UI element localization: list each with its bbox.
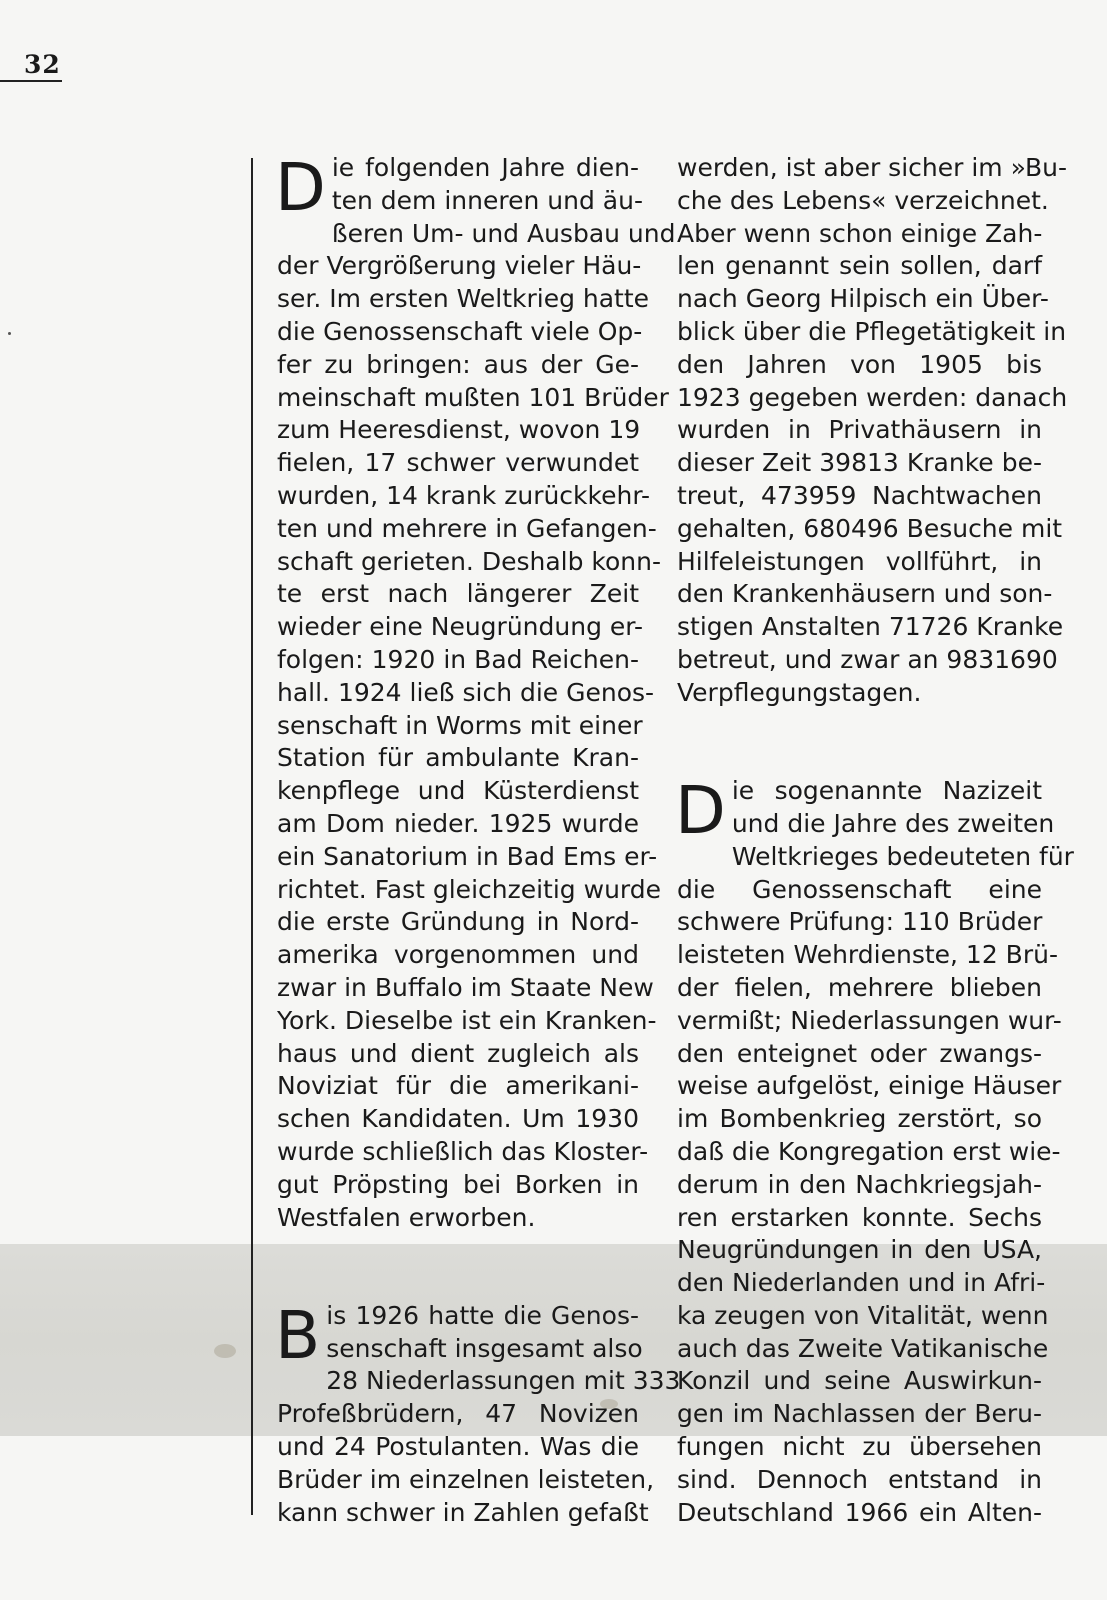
text-line: ren erstarken konnte. Sechs [677,1202,1042,1232]
text-line: ser. Im ersten Weltkrieg hatte [277,284,650,314]
text-line: den Krankenhäusern und son- [677,579,1053,609]
text-line: kann schwer in Zahlen gefaßt [277,1497,649,1527]
text-line: leisteten Wehrdienste, 12 Brü- [677,940,1058,970]
text-line: che des Lebens« verzeichnet. [677,185,1049,215]
paragraph [275,149,676,1234]
text-line: Hilfeleistungen vollführt, in [677,546,1042,576]
text-line: dieser Zeit 39813 Kranke be- [677,448,1042,478]
text-line: hall. 1924 ließ sich die Genos- [277,677,655,707]
text-line: zwar in Buffalo im Staate New [277,972,654,1002]
text-line: 28 Niederlassungen mit 333 [326,1366,681,1396]
left-column [275,149,681,1529]
text-line: senschaft insgesamt also [326,1333,643,1363]
text-line: York. Dieselbe ist ein Kranken- [277,1005,657,1035]
paragraph-gap [277,1234,639,1300]
text-line: der fielen, mehrere blieben [677,972,1042,1002]
right-column [675,152,1074,1529]
text-line: schen Kandidaten. Um 1930 [277,1104,639,1134]
paper-stain [214,1344,236,1358]
text-line: Station für ambulante Kran- [277,743,639,773]
text-line: haus und dient zugleich als [277,1038,639,1068]
drop-cap: B [275,1296,321,1374]
text-line: weise aufgelöst, einige Häuser [677,1071,1062,1101]
text-line: fungen nicht zu übersehen [677,1432,1042,1462]
text-line: den Jahren von 1905 bis [677,349,1042,379]
text-line: is 1926 hatte die Genos- [326,1300,639,1330]
text-line: Profeßbrüdern, 47 Novizen [277,1399,639,1429]
text-line: te erst nach längerer Zeit [277,579,639,609]
text-line: ßeren Um- und Ausbau und [331,218,676,248]
text-line: die erste Gründung in Nord- [277,907,639,937]
text-line: und die Jahre des zweiten [731,808,1055,838]
text-line: ten und mehrere in Gefangen- [277,513,657,543]
text-line: wurden, 14 krank zurückkehr- [277,480,651,510]
text-line: ka zeugen von Vitalität, wenn [677,1300,1049,1330]
text-line: Deutschland 1966 ein Alten- [677,1497,1042,1527]
text-line: folgen: 1920 in Bad Reichen- [277,644,639,674]
text-line: zum Heeresdienst, wovon 19 [277,415,641,445]
text-line: stigen Anstalten 71726 Kranke [677,612,1064,642]
text-line: ie folgenden Jahre dien- [331,153,639,182]
text-line: fer zu bringen: aus der Ge- [277,349,639,379]
text-line: sind. Dennoch entstand in [677,1464,1042,1494]
text-line: fielen, 17 schwer verwundet [277,448,639,478]
text-line: richtet. Fast gleichzeitig wurde [277,874,661,904]
text-line: ten dem inneren und äu- [331,185,643,215]
text-line: und 24 Postulanten. Was die [277,1432,639,1462]
text-line: schaft gerieten. Deshalb konn- [277,546,661,576]
text-line: am Dom nieder. 1925 wurde [277,808,639,838]
text-line: ein Sanatorium in Bad Ems er- [277,841,658,871]
page-number: 32 [24,50,61,79]
text-line: wurde schließlich das Kloster- [277,1136,649,1166]
text-line: kenpflege und Küsterdienst [277,776,639,806]
text-line: nach Georg Hilpisch ein Über- [677,284,1049,314]
text-line: die Genossenschaft eine [677,874,1042,904]
text-line: betreut, und zwar an 9831690 [677,644,1058,674]
paragraph [275,1296,681,1530]
text-line: die Genossenschaft viele Op- [277,316,643,346]
text-line: meinschaft mußten 101 Brüder [277,382,669,412]
drop-cap: D [675,772,726,850]
text-line: len genannt sein sollen, darf [677,251,1042,281]
drop-cap: D [275,149,326,226]
text-line: Konzil und seine Auswirkun- [677,1366,1042,1396]
text-line: blick über die Pflegetätigkeit in [677,316,1067,346]
text-line: Neugründungen in den USA, [677,1235,1042,1265]
text-line: den enteignet oder zwangs- [677,1038,1042,1068]
text-line: Weltkrieges bedeuteten für [731,841,1074,871]
page-number-rule [0,80,62,82]
text-line: auch das Zweite Vatikanische [677,1333,1049,1363]
text-line: Verpflegungstagen. [677,677,922,707]
paragraph [675,772,1074,1529]
text-line: daß die Kongregation erst wie- [677,1136,1061,1166]
margin-dot [8,332,11,335]
text-line: Brüder im einzelnen leisteten, [277,1464,655,1494]
text-line: werden, ist aber sicher im »Bu- [677,153,1068,182]
text-line: amerika vorgenommen und [277,940,639,970]
text-line: 1923 gegeben werden: danach [677,382,1068,412]
text-line: Aber wenn schon einige Zah- [677,218,1043,248]
text-line: schwere Prüfung: 110 Brüder [677,907,1043,937]
text-line: den Niederlanden und in Afri- [677,1268,1046,1298]
text-line: wurden in Privathäusern in [677,415,1042,445]
text-line: derum in den Nachkriegsjah- [677,1169,1042,1199]
text-line: gehalten, 680496 Besuche mit [677,513,1063,543]
paragraph [677,152,1068,710]
text-line: wieder eine Neugründung er- [277,612,643,642]
text-line: Westfalen erworben. [277,1202,536,1232]
paragraph-gap [677,710,1042,776]
text-line: treut, 473959 Nachtwachen [677,480,1042,510]
text-line: Noviziat für die amerikani- [277,1071,639,1101]
text-line: der Vergrößerung vieler Häu- [277,251,642,281]
text-line: gen im Nachlassen der Beru- [677,1399,1042,1429]
text-line: ie sogenannte Nazizeit [731,776,1042,806]
text-line: vermißt; Niederlassungen wur- [677,1005,1062,1035]
text-line: senschaft in Worms mit einer [277,710,643,740]
column-rule [251,158,253,1515]
text-line: gut Pröpsting bei Borken in [277,1169,639,1199]
text-line: im Bombenkrieg zerstört, so [677,1104,1042,1134]
